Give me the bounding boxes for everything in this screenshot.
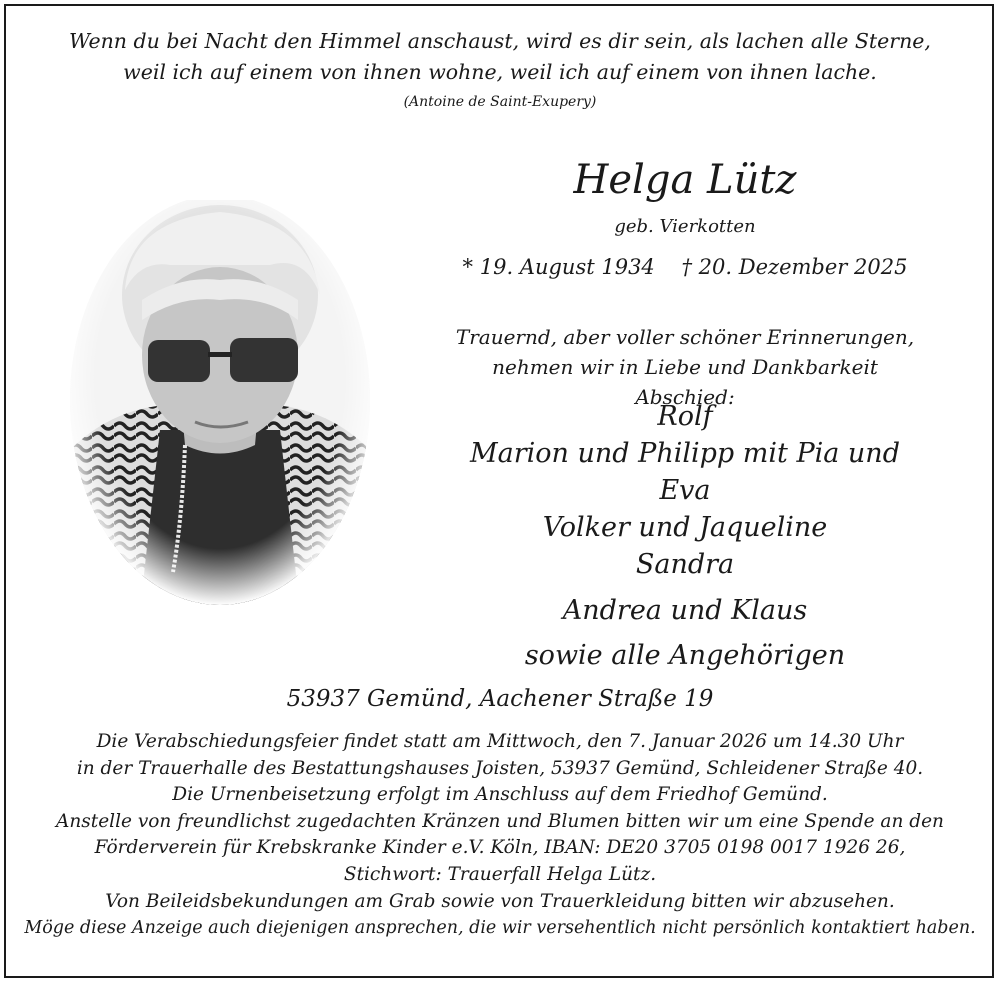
deceased-name: Helga Lütz	[573, 157, 797, 203]
life-dates: * 19. August 1934 † 20. Dezember 2025	[462, 255, 908, 279]
intro-line: nehmen wir in Liebe und Dankbarkeit Abschied:	[492, 355, 878, 409]
quote	[0, 26, 1000, 88]
mourner: Volker und Jaqueline	[542, 512, 828, 543]
info-line: Möge diese Anzeige auch diejenigen ansprechen, die wir versehentlich nicht persönlich kontaktiert haben.	[24, 918, 976, 939]
mourner: Sandra	[635, 549, 735, 580]
mourner: sowie alle Angehörigen	[524, 640, 846, 671]
info-line: Von Beileidsbekundungen am Grab sowie von Trauerkleidung bitten wir abzusehen.	[105, 890, 895, 912]
maiden-name: geb. Vierkotten	[614, 216, 756, 237]
family-address: 53937 Gemünd, Aachener Straße 19	[286, 686, 714, 712]
info-line: Die Verabschiedungsfeier findet statt am Mittwoch, den 7. Januar 2026 um 14.30 Uhr	[96, 731, 904, 752]
quote-line: Wenn du bei Nacht den Himmel anschaust, wird es dir sein, als lachen alle Sterne,	[69, 29, 931, 53]
mourner: Rolf	[657, 401, 713, 432]
mourners-list	[455, 398, 915, 674]
mourner: Andrea und Klaus	[562, 595, 808, 626]
portrait-photo	[70, 200, 370, 610]
funeral-info	[0, 729, 1000, 942]
info-line: in der Trauerhalle des Bestattungshauses Joisten, 53937 Gemünd, Schleidener Straße 40.	[76, 757, 924, 779]
intro-line: Trauernd, aber voller schöner Erinnerungen,	[455, 325, 915, 349]
mourner: Marion und Philipp mit Pia und Eva	[470, 438, 900, 506]
quote-author: (Antoine de Saint-Exupery)	[403, 94, 597, 110]
quote-line: weil ich auf einem von ihnen wohne, weil ich auf einem von ihnen lache.	[123, 60, 877, 84]
info-line: Anstelle von freundlichst zugedachten Kränzen und Blumen bitten wir um eine Spende an den	[56, 810, 944, 832]
info-line: Stichwort: Trauerfall Helga Lütz.	[343, 863, 657, 885]
info-line: Förderverein für Krebskranke Kinder e.V. Köln, IBAN: DE20 3705 0198 0017 1926 26,	[94, 837, 906, 859]
info-line: Die Urnenbeisetzung erfolgt im Anschluss auf dem Friedhof Gemünd.	[172, 784, 828, 806]
